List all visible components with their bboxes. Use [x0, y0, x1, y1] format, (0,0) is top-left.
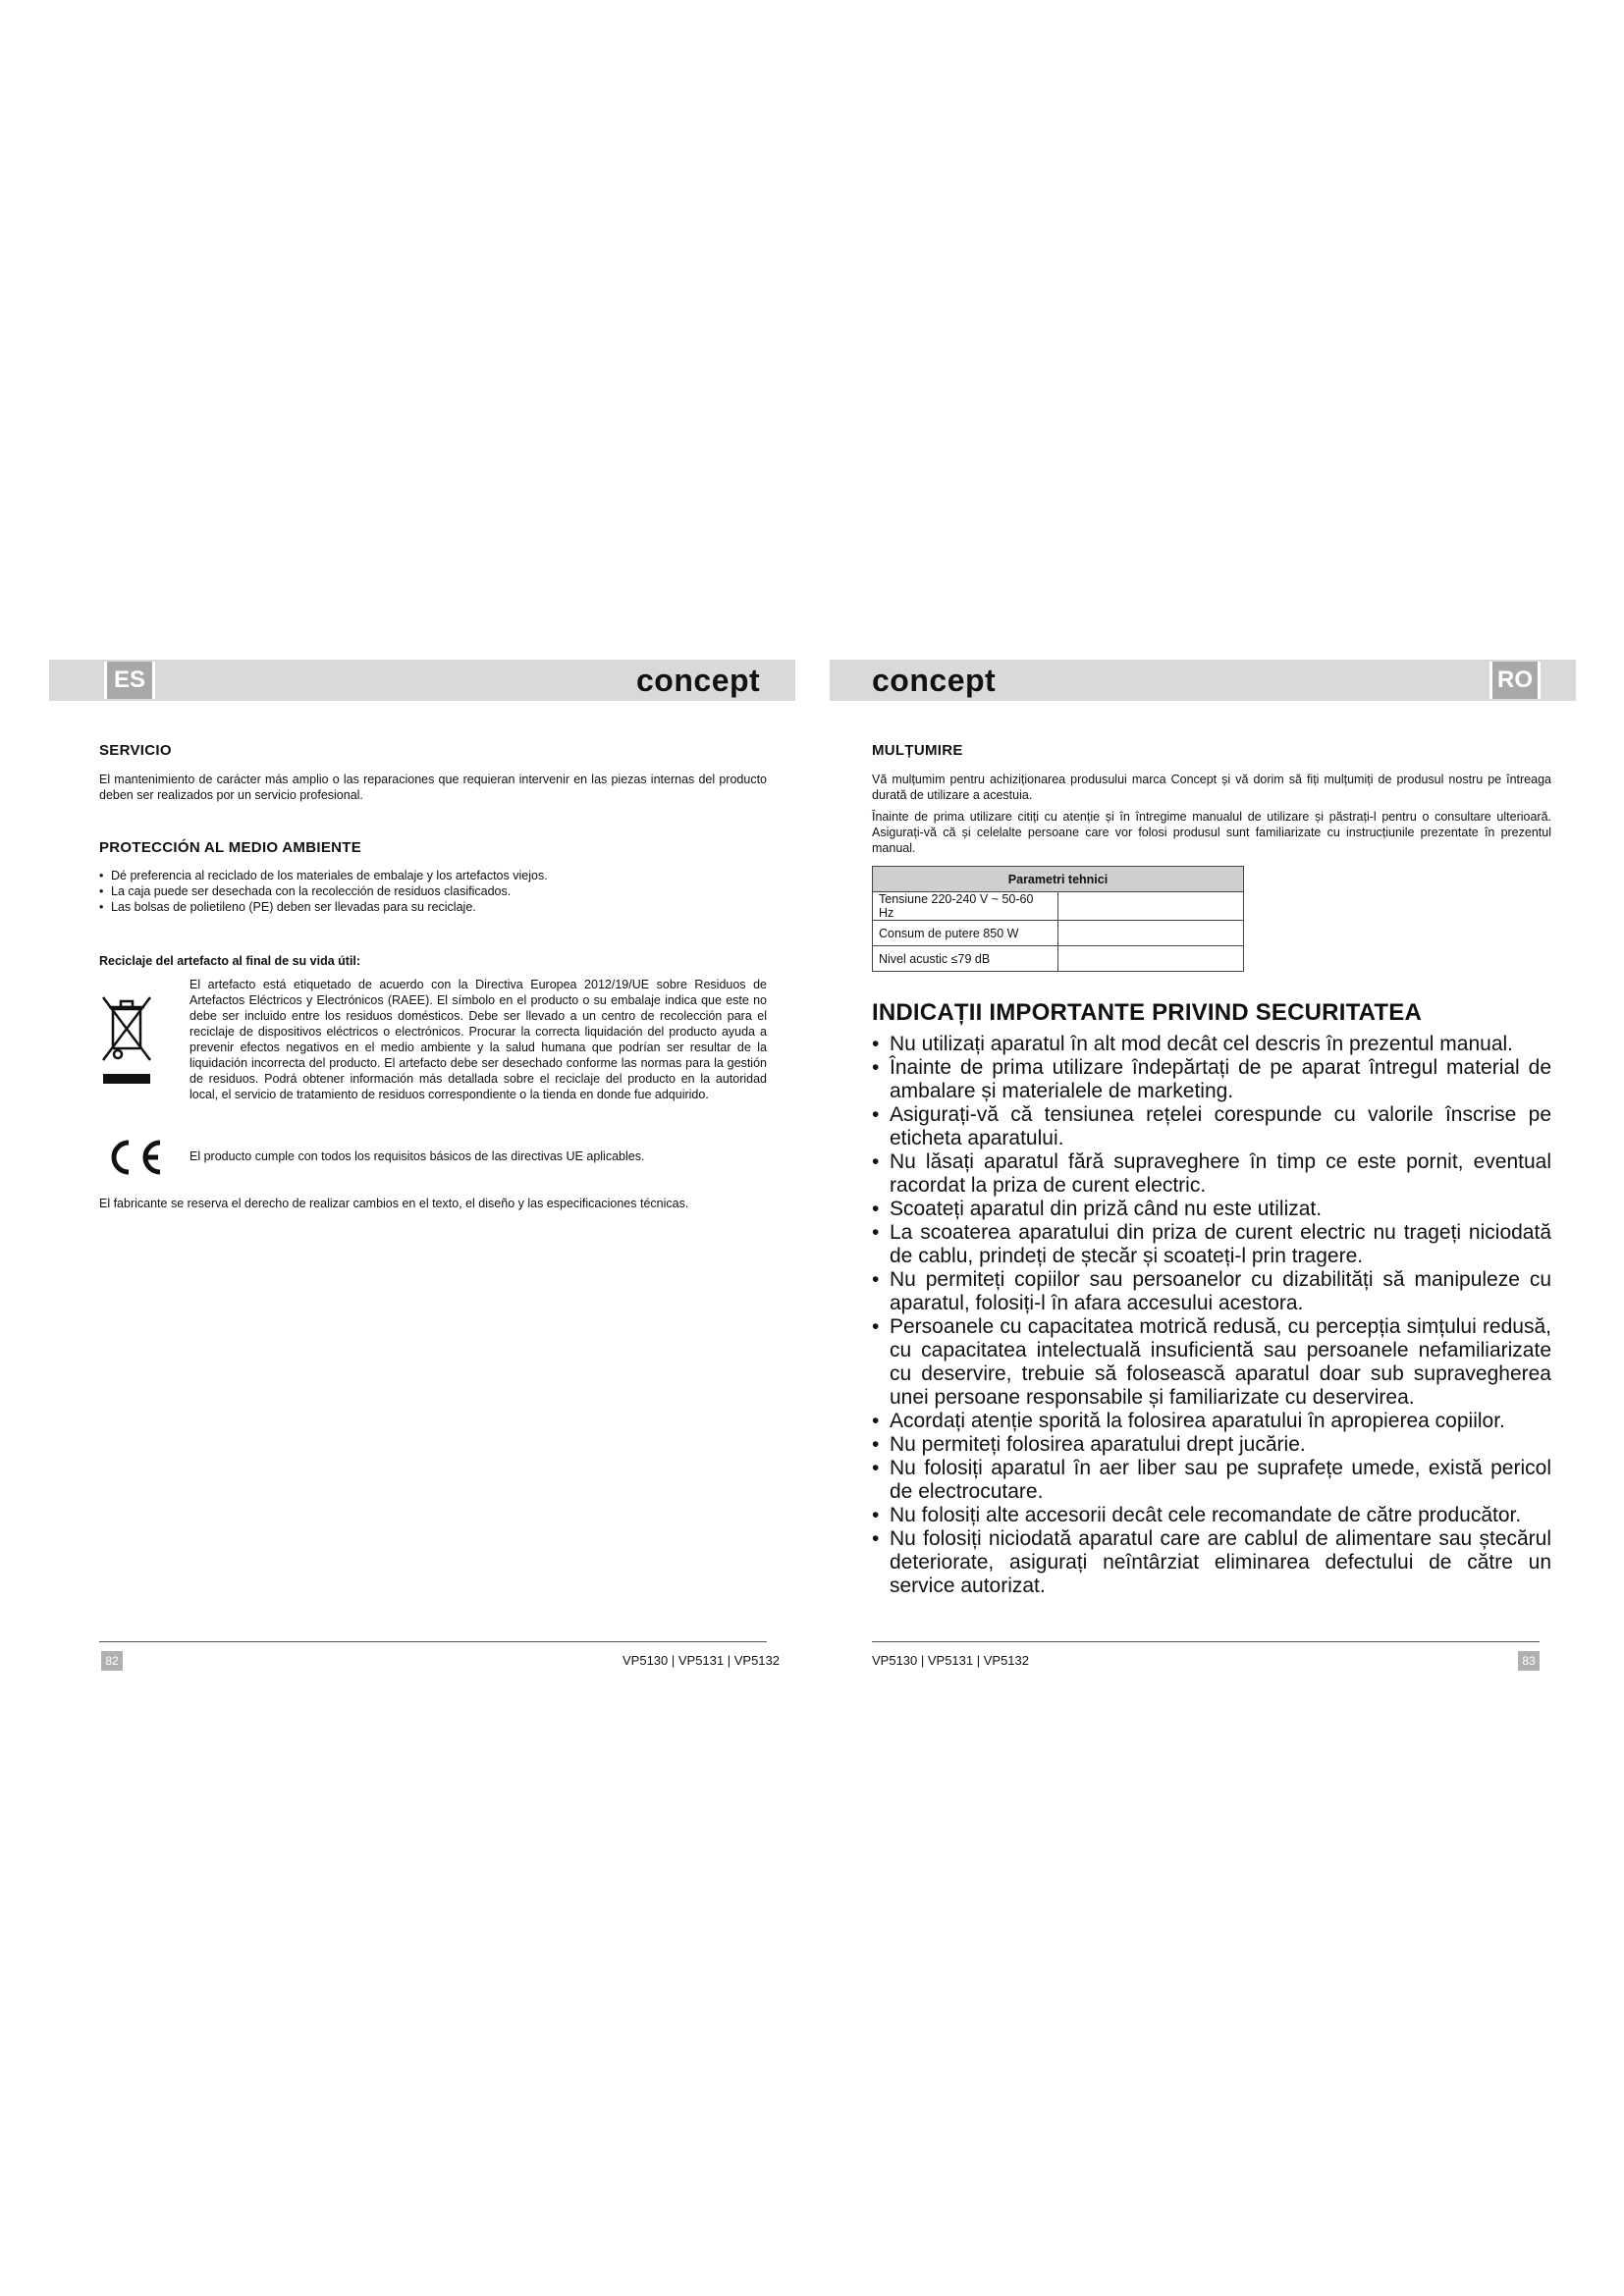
list-item: • Nu permiteți copiilor sau persoanelor cu dizabilități să manipuleze cu aparatul, folosiți-l în afara accesului acestora.: [872, 1268, 1551, 1315]
manufacturer-note: El fabricante se reserva el derecho de realizar cambios en el texto, el diseño y las especificaciones técnicas.: [99, 1197, 689, 1210]
list-item: • Dé preferencia al reciclado de los materiales de embalaje y los artefactos viejos.: [99, 868, 767, 883]
table-row: [873, 946, 1244, 972]
list-item: • Persoanele cu capacitatea motrică redusă, cu percepția simțului redusă, cu capacitatea intelectuală insuficientă sau persoanele nefamiliarizate cu deservire, trebuie să folosească aparatul doar sub supravegherea unei persoane responsabile și familiarizate cu deservirea.: [872, 1315, 1551, 1410]
page-number-left: 82: [101, 1651, 123, 1671]
list-item: • Nu folosiți niciodată aparatul care are cablul de alimentare sau ștecărul deteriorate, asigurați neîntârziat eliminarea defectului de către un service autorizat.: [872, 1527, 1551, 1598]
list-item: • Nu folosiți aparatul în aer liber sau pe suprafețe umede, există pericol de electrocutare.: [872, 1457, 1551, 1504]
table-cell-empty: [1058, 946, 1244, 972]
table-row: [873, 892, 1244, 921]
weee-bin-icon: [99, 991, 154, 1090]
brand-logo-right: concept: [872, 663, 997, 698]
servicio-text: El mantenimiento de carácter más amplio o las reparaciones que requieran intervenir en las piezas internas del producto deben ser realizados por un servicio profesional.: [99, 773, 767, 802]
environment-list: [99, 868, 767, 915]
list-item: • Nu folosiți alte accesorii decât cele recomandate de către producător.: [872, 1504, 1551, 1527]
list-item: • Acordați atenție sporită la folosirea aparatului în apropierea copiilor.: [872, 1410, 1551, 1433]
technical-parameters-table: [872, 866, 1244, 972]
thanks-paragraph-1: Vă mulțumim pentru achiziționarea produsului marca Concept și vă dorim să fiți mulțumiți de produsul nostru pe întreaga durată de utilizare a acestuia.: [872, 773, 1551, 802]
list-item: • Nu utilizați aparatul în alt mod decât cel descris în prezentul manual.: [872, 1033, 1551, 1056]
thanks-heading: MULȚUMIRE: [872, 742, 963, 759]
recycle-heading: Reciclaje del artefacto al final de su vida útil:: [99, 954, 361, 968]
list-item: • La scoaterea aparatului din priza de curent electric nu trageți niciodată de cablu, prindeți de ștecăr și scoateți-l prin tragere.: [872, 1221, 1551, 1268]
safety-heading: INDICAȚII IMPORTANTE PRIVIND SECURITATEA: [872, 999, 1422, 1026]
ce-text: El producto cumple con todos los requisitos básicos de las directivas UE aplicables.: [189, 1149, 645, 1163]
footer-rule-left: [99, 1641, 767, 1642]
list-item: • Scoateți aparatul din priză când nu este utilizat.: [872, 1198, 1551, 1221]
environment-heading: PROTECCIÓN AL MEDIO AMBIENTE: [99, 839, 362, 856]
model-numbers-right: VP5130 | VP5131 | VP5132: [872, 1653, 1029, 1668]
list-item: • Nu lăsați aparatul fără supraveghere în timp ce este pornit, eventual racordat la priza de curent electric.: [872, 1150, 1551, 1198]
safety-list: [872, 1033, 1551, 1598]
table-cell: Tensiune 220-240 V ~ 50-60 Hz: [873, 892, 1058, 921]
list-item: • Asigurați-vă că tensiunea rețelei corespunde cu valorile înscrise pe eticheta aparatului.: [872, 1103, 1551, 1150]
table-cell: Consum de putere 850 W: [873, 921, 1058, 946]
lang-badge-ro: RO: [1489, 662, 1541, 699]
brand-logo-left: concept: [636, 663, 761, 698]
table-cell: Nivel acustic ≤79 dB: [873, 946, 1058, 972]
table-cell-empty: [1058, 892, 1244, 921]
list-item: • Înainte de prima utilizare îndepărtați de pe aparat întregul material de ambalare și materialele de marketing.: [872, 1056, 1551, 1103]
ce-mark-icon: [99, 1137, 168, 1178]
thanks-paragraph-2: Înainte de prima utilizare citiți cu atenție și în întregime manualul de utilizare și păstrați-l pentru o consultare ulterioară. Asigurați-vă că și celelalte persoane care vor folosi produsul sunt familiarizate cu instrucțiunile prezentate în prezentul manual.: [872, 810, 1551, 855]
footer-rule-right: [872, 1641, 1540, 1642]
table-header: Parametri tehnici: [873, 867, 1244, 892]
list-item: • Las bolsas de polietileno (PE) deben ser llevadas para su reciclaje.: [99, 899, 767, 915]
table-cell-empty: [1058, 921, 1244, 946]
lang-badge-es: ES: [104, 662, 155, 699]
weee-text: El artefacto está etiquetado de acuerdo con la Directiva Europea 2012/19/UE sobre Residuos de Artefactos Eléctricos y Electrónicos (RAEE). El símbolo en el producto o su embalaje indica que este no debe ser incluido entre los residuos domésticos. Debe ser llevado a un centro de recolección para el reciclaje de dispositivos eléctricos o electrónicos. Procurar la correcta liquidación del producto ayuda a prevenir efectos negativos en el medio ambiente y la salud humana que podrían ser resultar de la liquidación incorrecta del producto. El artefacto debe ser desechado conforme las normas para la gestión de residuos. Podrá obtener información más detallada sobre el reciclaje del producto en la autoridad local, el servicio de tratamiento de residuos correspondiente o la tienda en donde fue adquirido.: [189, 978, 767, 1101]
model-numbers-left: VP5130 | VP5131 | VP5132: [623, 1653, 780, 1668]
list-item: • Nu permiteți folosirea aparatului drept jucărie.: [872, 1433, 1551, 1457]
page-number-right: 83: [1518, 1651, 1540, 1671]
table-row: [873, 921, 1244, 946]
servicio-heading: SERVICIO: [99, 742, 172, 759]
list-item: • La caja puede ser desechada con la recolección de residuos clasificados.: [99, 883, 767, 899]
